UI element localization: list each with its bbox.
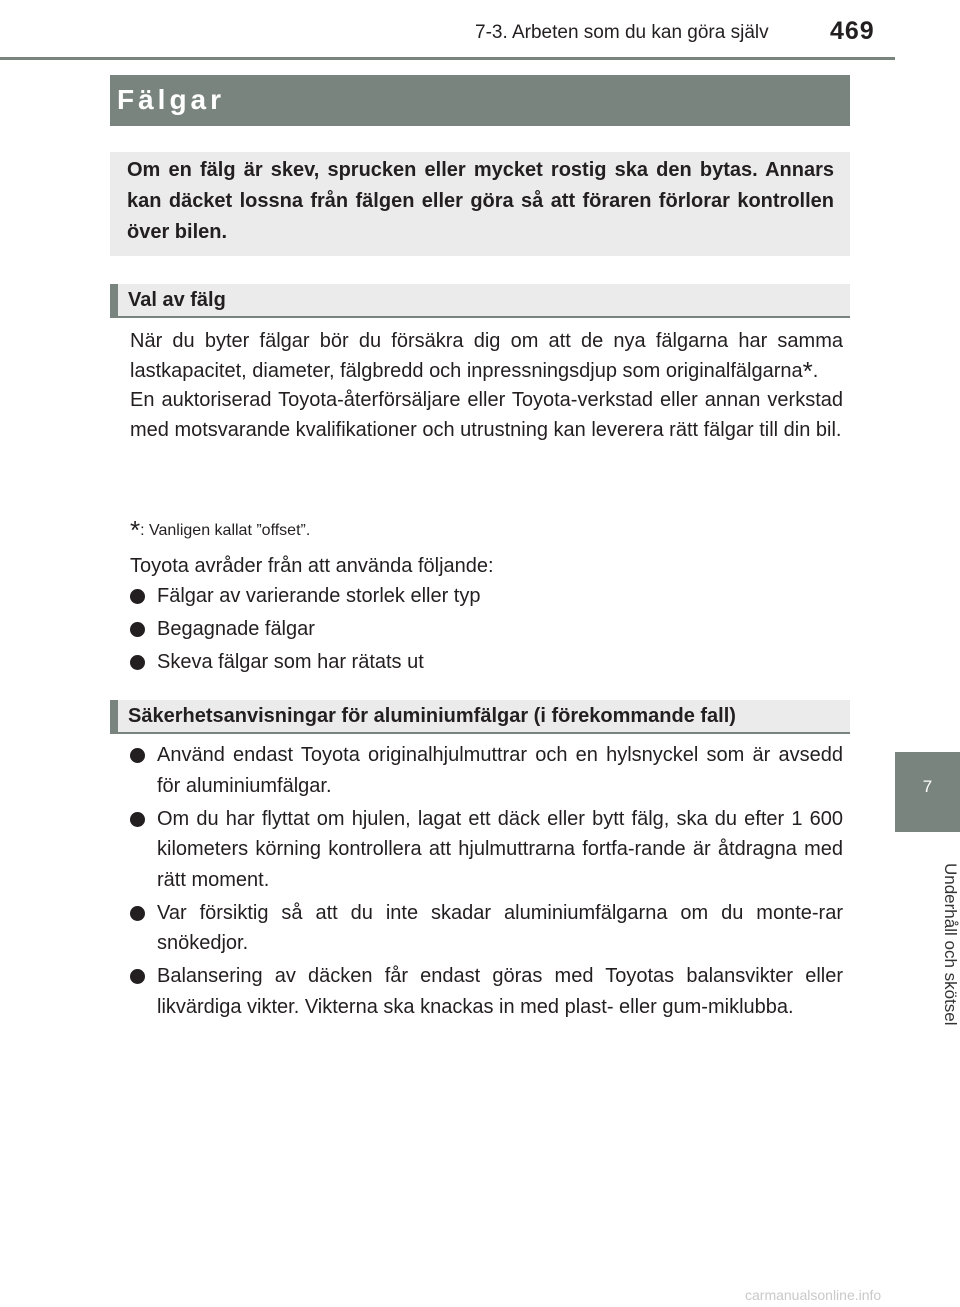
page-title: Fälgar: [117, 84, 226, 115]
chapter-tab: [895, 752, 960, 832]
chapter-number: 7: [922, 777, 933, 796]
list-item: Fälgar av varierande storlek eller typ: [130, 581, 843, 612]
bullet-icon: [130, 589, 145, 604]
footnote-star: *: [130, 515, 141, 545]
intro-text: Om en fälg är skev, sprucken eller mycket rostig ska den bytas. Annars kan däcket lossna från fälgen eller göra så att föraren förlorar kontrollen över bilen.: [127, 159, 834, 243]
page-number: 469: [830, 17, 875, 45]
safety-list: [130, 740, 843, 1025]
bullet-icon: [130, 812, 145, 827]
paragraph: När du byter fälgar bör du försäkra dig om att de nya fälgarna har samma lastkapacitet, diameter, fälgbredd och inpressningsdjup som originalfälgarna*.: [130, 330, 843, 386]
section-heading-wheel-choice: Val av fälg: [110, 284, 850, 318]
section-heading-alloy-safety: Säkerhetsanvisningar för aluminiumfälgar (i förekommande fall): [110, 700, 850, 734]
intro-box: [110, 152, 850, 256]
footnote-text: : Vanligen kallat ”offset”.: [140, 522, 311, 539]
list-item: Var försiktig så att du inte skadar aluminiumfälgarna om du monte-rar snökedjor.: [130, 898, 843, 959]
bullet-icon: [130, 655, 145, 670]
list-lead: Toyota avråder från att använda följande:: [130, 555, 494, 577]
paragraph: En auktoriserad Toyota-återförsäljare eller Toyota-verkstad eller annan verkstad med motsvarande kvalifikationer och utrustning kan leverera rätt fälgar till din bil.: [130, 389, 843, 441]
header-section-title: 7-3. Arbeten som du kan göra själv: [475, 22, 769, 43]
bullet-icon: [130, 969, 145, 984]
list-item: Skeva fälgar som har rätats ut: [130, 647, 843, 678]
footnote: [130, 515, 310, 546]
section1-body: [130, 327, 843, 445]
list-item: Använd endast Toyota originalhjulmuttrar och en hylsnyckel som är avsedd för aluminiumfälgar.: [130, 740, 843, 801]
footnote-marker: *: [802, 355, 813, 386]
list-item: Balansering av däcken får endast göras med Toyotas balansvikter eller likvärdiga vikter. Vikterna ska knackas in med plast- eller gum-miklubba.: [130, 961, 843, 1022]
bullet-icon: [130, 748, 145, 763]
header-divider: [0, 57, 895, 60]
list-item: Om du har flyttat om hjulen, lagat ett däck eller bytt fälg, ska du efter 1 600 kilometers körning kontrollera att hjulmuttrarna fortfa-rande är åtdragna med rätt moment.: [130, 804, 843, 896]
chapter-title: Underhåll och skötsel: [941, 862, 960, 1026]
avoid-list: [130, 581, 843, 680]
list-item: Begagnade fälgar: [130, 614, 843, 645]
bullet-icon: [130, 906, 145, 921]
bullet-icon: [130, 622, 145, 637]
watermark: carmanualsonline.info: [745, 1287, 882, 1303]
